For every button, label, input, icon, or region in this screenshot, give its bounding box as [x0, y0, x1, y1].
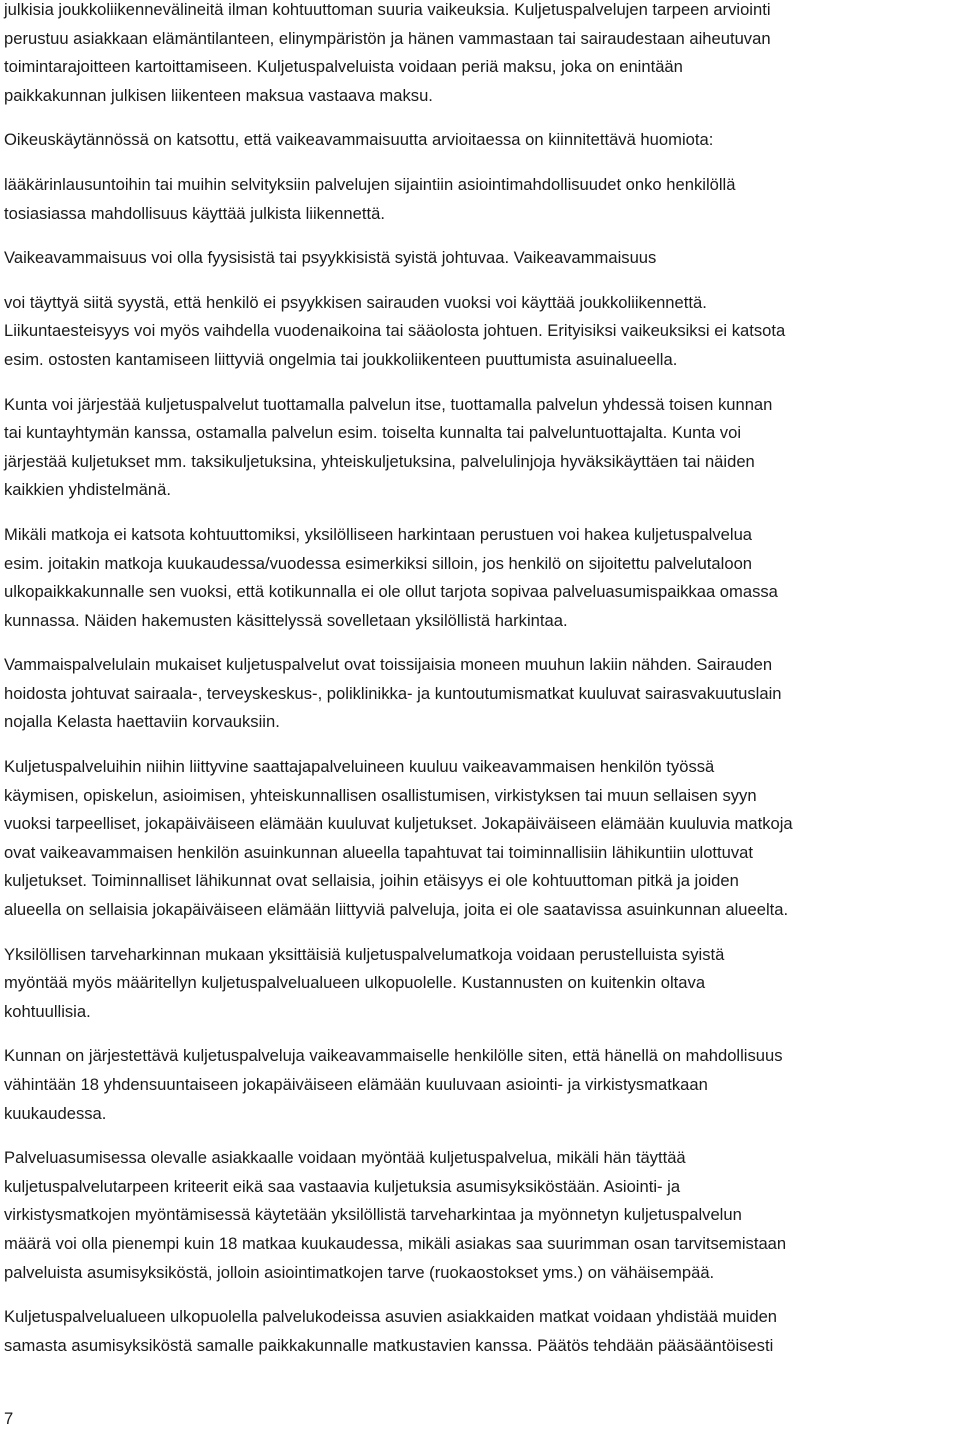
text-line: vähintään 18 yhdensuuntaiseen jokapäiväiseen elämään kuuluvaan asiointi- ja virkistysmatkaan — [4, 1075, 708, 1094]
text-line: voi täyttyä siitä syystä, että henkilö ei psyykkisen sairauden vuoksi voi käyttää joukkoliikennettä. — [4, 292, 707, 312]
paragraph — [4, 391, 956, 505]
text-line: Kunta voi järjestää kuljetuspalvelut tuottamalla palvelun itse, tuottamalla palvelun yhdessä toisen kunnan — [4, 394, 773, 414]
text-line: käymisen, opiskelun, asioimisen, yhteiskunnallisen osallistumisen, virkistyksen tai muun sellaisen syyn — [4, 785, 757, 805]
text-line: lääkärinlausuntoihin tai muihin selvityksiin palvelujen sijaintiin asiointimahdollisuudet onko henkilöllä — [4, 174, 736, 194]
text-line: Kuljetuspalveluihin niihin liittyvine saattajapalveluineen kuuluu vaikeavammaisen henkilön työssä — [4, 757, 715, 777]
text-line: Yksilöllisen tarveharkinnan mukaan yksittäisiä kuljetuspalvelumatkoja voidaan perustelluista syistä — [4, 944, 725, 964]
text-line: kuukaudessa. — [4, 1103, 107, 1123]
paragraph — [4, 0, 956, 110]
paragraph — [4, 521, 956, 635]
text-line: esim. ostosten kantamiseen liittyviä ongelmia tai joukkoliikenteen puuttumista asuinalueella. — [4, 349, 678, 369]
text-line: palveluista asumisyksiköstä, jolloin asiointimatkojen tarve (ruokaostokset yms.) on vähäisempää. — [4, 1262, 715, 1282]
text-line: tai kuntayhtymän kanssa, ostamalla palvelun esim. toiselta kunnalta tai palveluntuottajalta. Kunta voi — [4, 423, 742, 443]
text-line: virkistysmatkojen myöntämisessä käytetään yksilöllistä tarveharkintaa ja myönnetyn kuljetuspalvelun — [4, 1205, 742, 1225]
text-line: hoidosta johtuvat sairaala-, terveyskeskus-, poliklinikka- ja kuntoutumismatkat kuuluvat sairasvakuutuslain — [4, 683, 782, 703]
paragraph — [4, 1144, 956, 1287]
text-line: Oikeuskäytännössä on katsottu, että vaikeavammaisuutta arvioitaessa on kiinnitettävä huomiota: — [4, 130, 714, 150]
text-line: Vammaispalvelulain mukaiset kuljetuspalvelut ovat toissijaisia moneen muuhun lakiin nähden. Sairauden — [4, 655, 773, 675]
text-line: alueella on sellaisia jokapäiväiseen elämään liittyviä palveluja, joita ei ole saatavissa asuinkunnan alueelta. — [4, 900, 789, 920]
text-line: Mikäli matkoja ei katsota kohtuuttomiksi, yksilölliseen harkintaan perustuen voi hakea kuljetuspalvelua — [4, 524, 753, 544]
paragraph — [4, 941, 956, 1027]
paragraph — [4, 126, 956, 155]
text-line: toimintarajoitteen kartoittamiseen. Kuljetuspalveluista voidaan periä maksu, joka on enintään — [4, 57, 683, 77]
text-line: Kuljetuspalvelualueen ulkopuolella palvelukodeissa asuvien asiakkaiden matkat voidaan yhdistää muiden — [4, 1307, 778, 1327]
text-line: ovat vaikeavammaisen henkilön asuinkunnan alueella tapahtuvat tai toiminnallisiin lähikuntiin ulottuvat — [4, 842, 754, 862]
paragraph — [4, 1042, 956, 1128]
text-line: myöntää myös määritellyn kuljetuspalvelualueen ulkopuolelle. Kustannusten on kuitenkin oltava — [4, 973, 706, 993]
text-line: samasta asumisyksiköstä samalle paikkakunnalle matkustavien kanssa. Päätös tehdään pääsääntöisesti — [4, 1335, 774, 1355]
text-line: kuljetukset. Toiminnalliset lähikunnat ovat sellaisia, joihin etäisyys ei ole kohtuuttoman pitkä ja joiden — [4, 871, 739, 891]
paragraph — [4, 1303, 956, 1360]
text-line: Liikuntaesteisyys voi myös vaihdella vuodenaikoina tai sääolosta johtuen. Erityisiksi vaikeuksiksi ei katsota — [4, 321, 786, 341]
paragraph — [4, 289, 956, 375]
text-line: nojalla Kelasta haettaviin korvauksiin. — [4, 712, 280, 732]
text-line: vuoksi tarpeelliset, jokapäiväiseen elämään kuuluvat kuljetukset. Jokapäiväiseen elämään kuuluvia matkoja — [4, 814, 793, 834]
paragraph — [4, 651, 956, 737]
paragraph — [4, 753, 956, 925]
text-line: ulkopaikkakunnalle sen vuoksi, että kotikunnalla ei ole ollut tarjota sopivaa palveluasumispaikkaa omassa — [4, 582, 778, 602]
text-line: kunnassa. Näiden hakemusten käsittelyssä sovelletaan yksilöllistä harkintaa. — [4, 610, 568, 630]
text-line: Kunnan on järjestettävä kuljetuspalveluja vaikeavammaiselle henkilölle siten, että hänellä on mahdollisuus — [4, 1046, 783, 1066]
text-line: kaikkien yhdistelmänä. — [4, 480, 171, 500]
text-line: esim. joitakin matkoja kuukaudessa/vuodessa esimerkiksi silloin, jos henkilö on sijoitettu palvelutaloon — [4, 553, 753, 573]
text-line: järjestää kuljetukset mm. taksikuljetuksina, yhteiskuljetuksina, palvelulinjoja hyväksikäyttäen tai näiden — [4, 451, 755, 471]
paragraph — [4, 171, 956, 228]
text-line: määrä voi olla pienempi kuin 18 matkaa kuukaudessa, mikäli asiakas saa suurimman osan tarvitsemistaan — [4, 1233, 787, 1253]
text-line: tosiasiassa mahdollisuus käyttää julkista liikennettä. — [4, 203, 385, 223]
text-line: paikkakunnan julkisen liikenteen maksua vastaava maksu. — [4, 85, 433, 105]
document-page — [4, 0, 956, 1360]
text-line: julkisia joukkoliikennevälineitä ilman kohtuuttoman suuria vaikeuksia. Kuljetuspalvelujen tarpeen arviointi — [4, 0, 771, 19]
text-line: Vaikeavammaisuus voi olla fyysisistä tai psyykkisistä syistä johtuvaa. Vaikeavammaisuus — [4, 248, 657, 268]
text-line: Palveluasumisessa olevalle asiakkaalle voidaan myöntää kuljetuspalvelua, mikäli hän täyttää — [4, 1148, 686, 1168]
page-number: 7 — [4, 1409, 14, 1428]
text-line: kohtuullisia. — [4, 1001, 91, 1021]
text-line: kuljetuspalvelutarpeen kriteerit eikä saa vastaavia kuljetuksia asumisyksiköstään. Asiointi- ja — [4, 1176, 681, 1196]
text-line: perustuu asiakkaan elämäntilanteen, elinympäristön ja hänen vammastaan tai sairaudestaan aiheutuvan — [4, 28, 771, 48]
paragraph — [4, 244, 956, 273]
